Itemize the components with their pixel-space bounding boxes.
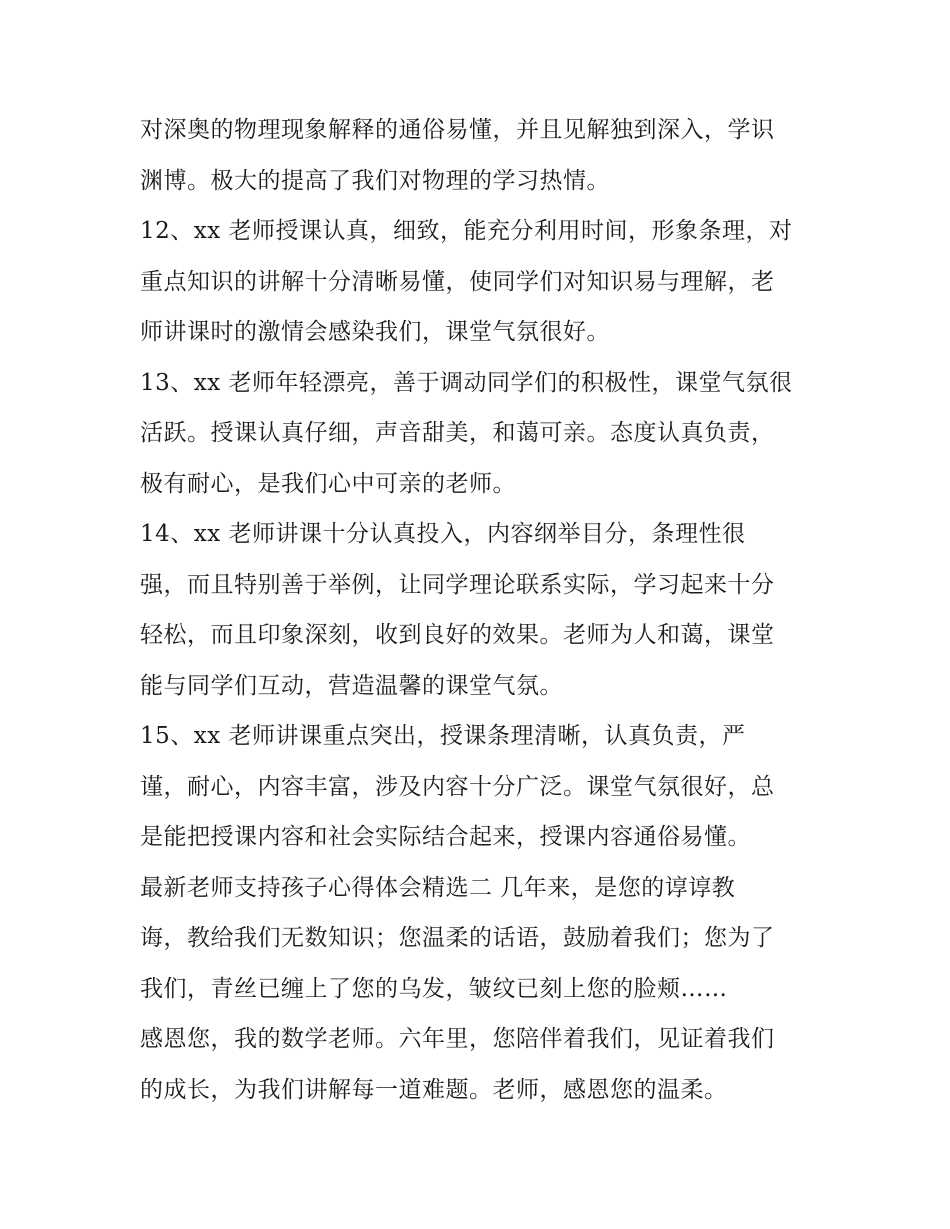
text-line: 能与同学们互动，营造温馨的课堂气氛。 [140,673,563,699]
text-line: 轻松，而且印象深刻，收到良好的效果。老师为人和蔼，课堂 [140,622,775,648]
text-line: 我们，青丝已缠上了您的乌发，皱纹已刻上您的脸颊…… [140,976,728,1002]
text-line: 对深奥的物理现象解释的通俗易懂，并且见解独到深入，学识 [140,117,775,143]
text-line: 重点知识的讲解十分清晰易懂，使同学们对知识易与理解，老 [140,269,775,295]
text-line: 15、xx 老师讲课重点突出，授课条理清晰，认真负责，严 [140,723,746,749]
text-line: 12、xx 老师授课认真，细致，能充分利用时间，形象条理，对 [140,218,793,244]
text-line: 诲，教给我们无数知识；您温柔的话语，鼓励着我们；您为了 [140,925,775,951]
text-line: 14、xx 老师讲课十分认真投入，内容纲举目分，条理性很 [140,521,746,547]
text-line: 是能把授课内容和社会实际结合起来，授课内容通俗易懂。 [140,824,751,850]
text-line: 最新老师支持孩子心得体会精选二 几年来，是您的谆谆教 [140,875,736,901]
text-line: 感恩您，我的数学老师。六年里，您陪伴着我们，见证着我们 [140,1026,775,1052]
text-line: 活跃。授课认真仔细，声音甜美，和蔼可亲。态度认真负责， [140,420,775,446]
text-line: 师讲课时的激情会感染我们，课堂气氛很好。 [140,319,610,345]
text-line: 渊博。极大的提高了我们对物理的学习热情。 [140,168,610,194]
text-line: 极有耐心，是我们心中可亲的老师。 [140,471,516,497]
text-line: 13、xx 老师年轻漂亮，善于调动同学们的积极性，课堂气氛很 [140,370,793,396]
text-line: 的成长，为我们讲解每一道难题。老师，感恩您的温柔。 [140,1077,728,1103]
text-line: 强，而且特别善于举例，让同学理论联系实际，学习起来十分 [140,572,775,598]
text-line: 谨，耐心，内容丰富，涉及内容十分广泛。课堂气氛很好，总 [140,774,775,800]
